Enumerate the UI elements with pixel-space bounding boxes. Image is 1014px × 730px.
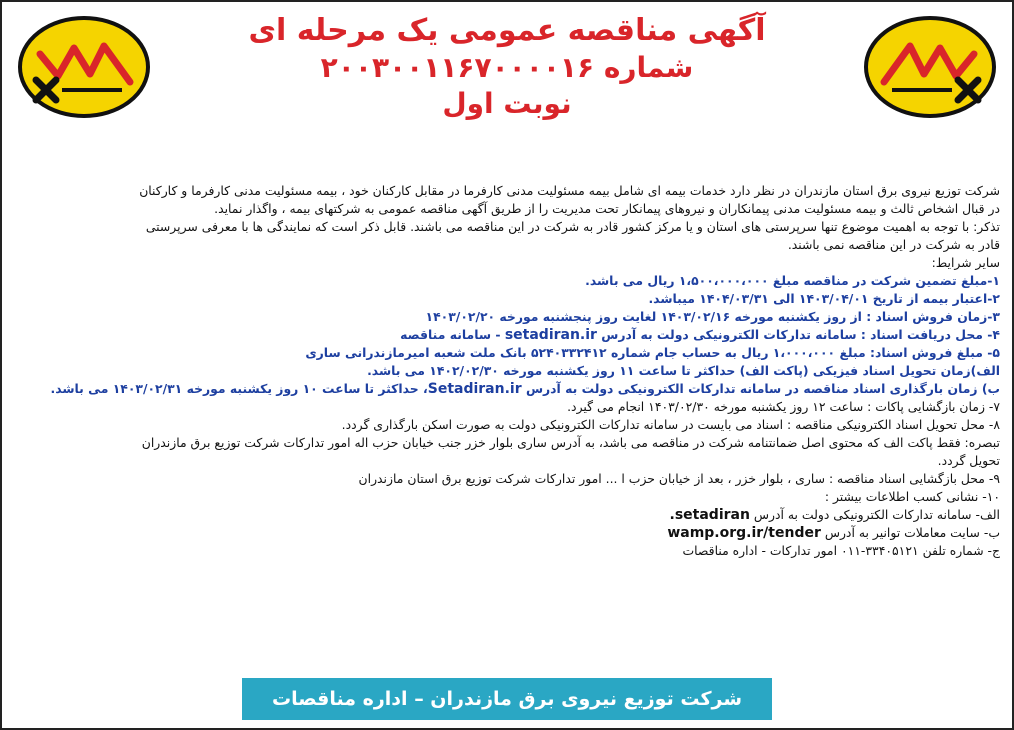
condition-document-location-suffix: - سامانه مناقصه: [400, 327, 501, 342]
other-conditions-heading: سایر شرایط:: [931, 255, 1000, 270]
condition-upload-deadline: [12, 380, 1000, 398]
tabsare-line-1: تبصره: فقط پاکت الف که محتوی اصل ضمانتنامه شرکت در مناقصه می باشد، به آدرس ساری بلوار خزر جنب خیابان حزب اله امور تدارکات شرکت توزیع برق مازندران: [141, 435, 1000, 450]
advertisement-body: [12, 182, 1000, 560]
tender-number: شماره ۲۰۰۳۰۰۱۱۶۷۰۰۰۰۱۶: [320, 51, 694, 84]
condition-document-location: [12, 326, 1000, 344]
condition-document-location-text: ۴- محل دریافت اسناد : سامانه تدارکات الکترونیکی دولت به آدرس: [601, 327, 1000, 342]
condition-opening-time: ۷- زمان بازگشایی پاکات : ساعت ۱۲ روز یکشنبه مورخه ۱۴۰۳/۰۲/۳۰ انجام می گیرد.: [567, 399, 1000, 414]
info-setadiran: [12, 506, 1000, 524]
info-phone: ج- شماره تلفن ۳۳۴۰۵۱۲۱-۰۱۱ امور تدارکات - اداره مناقصات: [682, 543, 1000, 558]
condition-guarantee: ۱-مبلغ تضمین شرکت در مناقصه مبلغ ۱،۵۰۰،۰۰۰،۰۰۰ ریال می باشد.: [585, 273, 1000, 288]
condition-sale-period: ۳-زمان فروش اسناد : از روز یکشنبه مورخه ۱۴۰۳/۰۲/۱۶ لغایت روز پنجشنبه مورخه ۱۴۰۳/۰۲/۲۰: [425, 309, 1000, 324]
info-setadiran-link[interactable]: setadiran.: [669, 507, 750, 523]
condition-more-info: ۱۰- نشانی کسب اطلاعات بیشتر :: [824, 489, 1000, 504]
setadiran-upload-link[interactable]: Setadiran.ir: [427, 381, 522, 397]
setadiran-link[interactable]: setadiran.ir: [504, 327, 597, 343]
advertisement-header: [172, 12, 842, 122]
company-logo-right: [862, 14, 998, 120]
info-setadiran-text: الف- سامانه تدارکات الکترونیکی دولت به آدرس: [753, 507, 1000, 522]
condition-upload-deadline-suffix: ، حداکثر تا ساعت ۱۰ روز یکشنبه مورخه ۱۴۰۳/۰۲/۳۱ می باشد.: [50, 381, 428, 396]
condition-electronic-delivery: ۸- محل تحویل اسناد الکترونیکی مناقصه : اسناد می بایست در سامانه تدارکات الکترونیکی دولت به صورت اسکن بارگذاری گردد.: [341, 417, 1000, 432]
note-line-2: قادر به شرکت در این مناقصه نمی باشند.: [787, 237, 1000, 252]
condition-opening-location: ۹- محل بازگشایی اسناد مناقصه : ساری ، بلوار خزر ، بعد از خیابان حزب ا ... امور تدارکات شرکت توزیع برق استان مازندران: [358, 471, 1000, 486]
tabsare-line-2: تحویل گردد.: [937, 453, 1000, 468]
condition-upload-deadline-text: ب) زمان بارگذاری اسناد مناقصه در سامانه تدارکات الکترونیکی دولت به آدرس: [525, 381, 1000, 396]
footer-banner: [242, 678, 772, 720]
intro-line-1: شرکت توزیع نیروی برق استان مازندران در نظر دارد خدمات بیمه ای شامل بیمه مسئولیت مدنی کارفرما در مقابل کارکنان خود ، بیمه مسئولیت مدنی کارفرما و کارکنان: [139, 183, 1000, 198]
info-tavanir-text: ب- سایت معاملات توانیر به آدرس: [824, 525, 1000, 540]
publication-round: نوبت اول: [442, 87, 572, 120]
company-logo-left: [16, 14, 152, 120]
condition-physical-delivery: الف)زمان تحویل اسناد فیزیکی (پاکت الف) حداکثر تا ساعت ۱۱ روز یکشنبه مورخه ۱۴۰۲/۰۲/۳۰ می باشد.: [367, 363, 1000, 378]
condition-sale-price: ۵- مبلغ فروش اسناد: مبلغ ۱،۰۰۰،۰۰۰ ریال به حساب جام شماره ۵۲۴۰۳۳۲۴۱۲ بانک ملت شعبه امیرمازندرانی ساری: [305, 345, 1000, 360]
footer-text: شرکت توزیع نیروی برق مازندران – اداره مناقصات: [271, 688, 743, 710]
info-tavanir-link[interactable]: wamp.org.ir/tender: [667, 525, 821, 541]
intro-line-2: در قبال اشخاص ثالث و بیمه مسئولیت مدنی پیمانکاران و نیروهای پیمانکار تحت مدیریت را از طریق آگهی مناقصه عمومی به شرکتهای بیمه ، واگذار نماید.: [214, 201, 1000, 216]
condition-insurance-validity: ۲-اعتبار بیمه از تاریخ ۱۴۰۳/۰۴/۰۱ الی ۱۴۰۴/۰۳/۳۱ میباشد.: [648, 291, 1000, 306]
note-line-1: تذکر: با توجه به اهمیت موضوع تنها سرپرستی های استان و یا مرکز کشور قادر به شرکت در این مناقصه می باشند. قابل ذکر است که نمایندگی ها با معرفی سرپرستی: [145, 219, 1000, 234]
info-tavanir: [12, 524, 1000, 542]
ad-title: آگهی مناقصه عمومی یک مرحله ای: [248, 13, 766, 48]
